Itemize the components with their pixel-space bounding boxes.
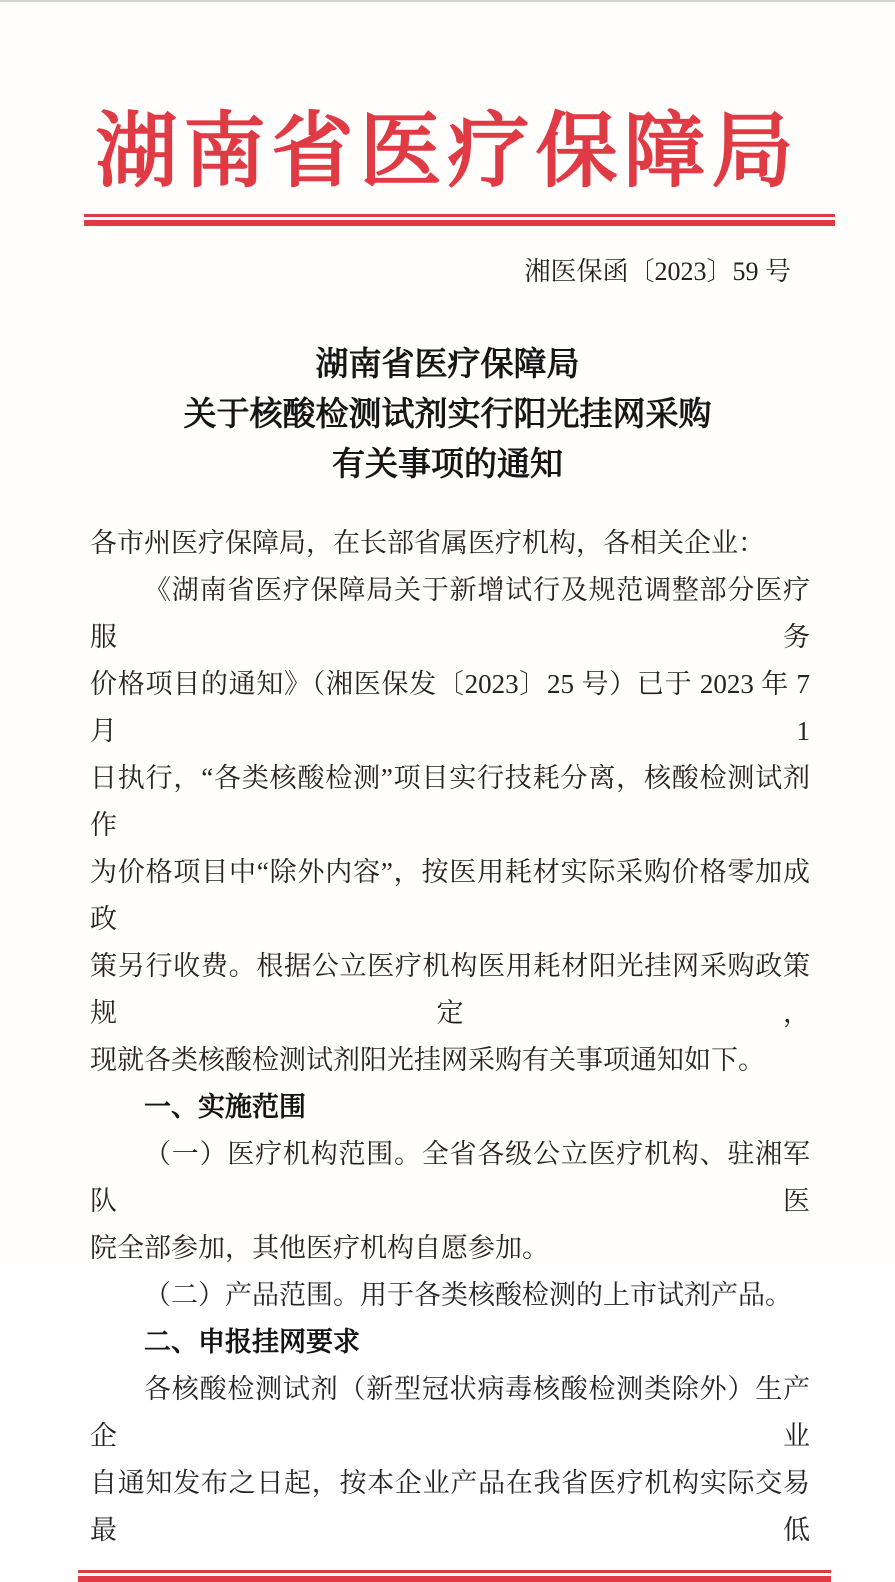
- document-number: 湘医保函〔2023〕59 号: [524, 257, 791, 286]
- body-line: 为价格项目中“除外内容”，按医用耗材实际采购价格零加成政: [90, 857, 810, 934]
- body-line: 各市州医疗保障局，在长部省属医疗机构，各相关企业：: [90, 528, 765, 558]
- footer-divider-thin-line: [78, 1570, 831, 1573]
- body-line: 各核酸检测试剂（新型冠状病毒核酸检测类除外）生产企业: [90, 1374, 810, 1451]
- masthead-divider: [84, 214, 835, 226]
- notice-title-line-3: 有关事项的通知: [332, 447, 563, 483]
- section-heading: 一、实施范围: [144, 1092, 306, 1122]
- footer-divider: [78, 1570, 831, 1582]
- document-body: [0, 520, 895, 1554]
- agency-masthead: 湖南省医疗保障局: [95, 106, 800, 197]
- body-line: （一）医疗机构范围。全省各级公立医疗机构、驻湘军队医: [90, 1139, 810, 1216]
- footer-divider-thick-line: [78, 1576, 831, 1582]
- body-line: （二）产品范围。用于各类核酸检测的上市试剂产品。: [144, 1280, 792, 1310]
- section-heading: 二、申报挂网要求: [144, 1327, 360, 1357]
- body-line: 院全部参加，其他医疗机构自愿参加。: [90, 1233, 549, 1263]
- notice-title-line-2: 关于核酸检测试剂实行阳光挂网采购: [183, 397, 712, 433]
- notice-title: [0, 340, 895, 490]
- divider-thin-line: [84, 214, 835, 217]
- body-line: 《湖南省医疗保障局关于新增试行及规范调整部分医疗服务: [90, 575, 810, 652]
- body-line: 自通知发布之日起，按本企业产品在我省医疗机构实际交易最低: [90, 1468, 810, 1545]
- body-line: 现就各类核酸检测试剂阳光挂网采购有关事项通知如下。: [90, 1045, 765, 1075]
- body-line: 日执行，“各类核酸检测”项目实行技耗分离，核酸检测试剂作: [90, 763, 810, 840]
- body-line: 策另行收费。根据公立医疗机构医用耗材阳光挂网采购政策规定，: [90, 951, 810, 1028]
- notice-title-line-1: 湖南省医疗保障局: [315, 347, 580, 383]
- body-line: 价格项目的通知》（湘医保发〔2023〕25 号）已于 2023 年 7 月 1: [90, 669, 810, 746]
- divider-thick-line: [84, 220, 835, 226]
